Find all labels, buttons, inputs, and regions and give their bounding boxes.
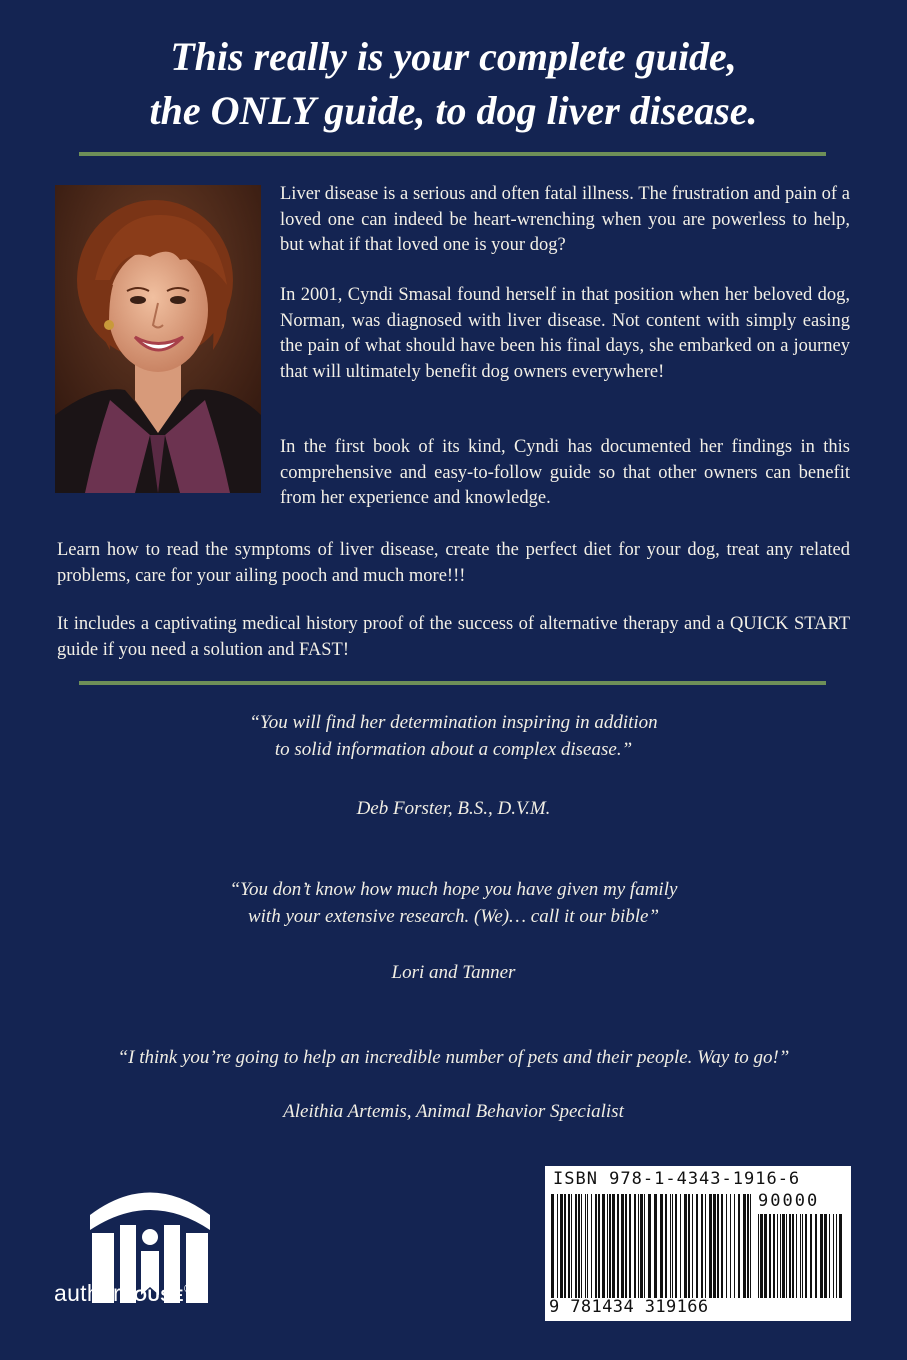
barcode-bar: [612, 1194, 615, 1298]
isbn-barcode: [545, 1166, 851, 1321]
testimonial-3-quote: [0, 1044, 907, 1071]
barcode-bar: [629, 1194, 631, 1298]
barcode-bar: [607, 1194, 608, 1298]
barcode-bar: [734, 1194, 735, 1298]
barcode-bar: [654, 1194, 657, 1298]
barcode-bar: [692, 1194, 693, 1298]
barcode-bar: [688, 1194, 690, 1298]
barcode-bar: [665, 1194, 667, 1298]
divider-middle: [79, 681, 826, 685]
barcode-bar: [595, 1194, 597, 1298]
registered-mark: ®: [183, 1281, 194, 1296]
barcode-bar: [730, 1194, 731, 1298]
barcode-bar: [786, 1214, 787, 1298]
barcode-bar: [640, 1194, 643, 1298]
testimonial-1-quote: [0, 709, 907, 763]
barcode-bar: [560, 1194, 563, 1298]
barcode-bar: [568, 1194, 570, 1298]
testimonial-1-line-1: “You will find her determination inspiring in addition: [249, 712, 658, 733]
barcode-bar: [670, 1194, 671, 1298]
barcode-bar: [738, 1194, 740, 1298]
headline: [0, 30, 907, 138]
barcode-bar: [810, 1214, 812, 1298]
barcode-bar: [764, 1214, 767, 1298]
paragraph-2: [280, 283, 850, 385]
testimonial-2-quote: [0, 876, 907, 930]
barcode-bar: [705, 1194, 706, 1298]
paragraph-5-text: It includes a captivating medical history proof of the success of alternative therapy and a QUICK START guide if you need a solution and FAST!: [57, 614, 850, 660]
testimonial-2-line-2: with your extensive research. (We)… call it our bible”: [247, 906, 660, 927]
testimonial-3-line-1: “I think you’re going to help an incredible number of pets and their people. Way to go!”: [117, 1047, 790, 1068]
barcode-bar: [758, 1214, 759, 1298]
author-portrait-illustration: [55, 185, 261, 493]
barcode-digits: 9 781434 319166: [549, 1297, 709, 1317]
barcode-bar: [777, 1214, 778, 1298]
barcode-bar: [672, 1194, 673, 1298]
barcode-bar: [750, 1194, 751, 1298]
isbn-label: ISBN 978-1-4343-1916-6: [553, 1169, 801, 1189]
barcode-bar: [625, 1194, 627, 1298]
divider-top: [79, 152, 826, 156]
barcode-bar: [747, 1194, 749, 1298]
barcode-bar: [839, 1214, 842, 1298]
headline-line-2: the ONLY guide, to dog liver disease.: [149, 88, 758, 133]
barcode-bar: [721, 1194, 723, 1298]
barcode-bar: [609, 1194, 611, 1298]
barcode-addon-icon: [758, 1214, 846, 1298]
publisher-name: [54, 1280, 193, 1307]
paragraph-1: [280, 182, 850, 259]
barcode-bar: [773, 1214, 775, 1298]
barcode-bar: [644, 1194, 645, 1298]
barcode-bar: [575, 1194, 577, 1298]
publisher-name-part-2: HOUSE: [121, 1286, 184, 1305]
barcode-bar: [571, 1194, 572, 1298]
barcode-bar: [717, 1194, 719, 1298]
testimonial-2-line-1: “You don’t know how much hope you have given my family: [229, 879, 678, 900]
testimonial-2-author: Lori and Tanner: [391, 962, 516, 983]
headline-line-1: This really is your complete guide,: [170, 34, 737, 79]
barcode-icon: [551, 1194, 751, 1298]
paragraph-3-text: In the first book of its kind, Cyndi has documented her findings in this comprehensive and easy-to-follow guide so that other owners can benefit from her experience and knowledge.: [280, 437, 850, 508]
author-portrait: [55, 185, 261, 493]
barcode-bar: [557, 1194, 558, 1298]
barcode-bar: [675, 1194, 677, 1298]
barcode-bar: [769, 1214, 771, 1298]
barcode-bar: [802, 1214, 803, 1298]
barcode-bar: [829, 1214, 830, 1298]
barcode-bar: [789, 1214, 791, 1298]
barcode-bar: [824, 1214, 827, 1298]
barcode-bar: [598, 1194, 600, 1298]
barcode-bar: [782, 1214, 785, 1298]
barcode-bar: [696, 1194, 698, 1298]
barcode-bar: [602, 1194, 605, 1298]
barcode-bar: [564, 1194, 566, 1298]
barcode-bar: [726, 1194, 727, 1298]
barcode-bar: [634, 1194, 636, 1298]
barcode-bar: [780, 1214, 781, 1298]
barcode-bar: [621, 1194, 624, 1298]
paragraph-2-text: In 2001, Cyndi Smasal found herself in that position when her beloved dog, Norman, was diagnosed with liver disease. Not content with simply easing the pain of what should have been his final days, she embarked on a journey that will ultimately benefit dog owners everywhere!: [280, 285, 850, 382]
barcode-bar: [585, 1194, 586, 1298]
barcode-bar: [743, 1194, 746, 1298]
price-code: 90000: [758, 1191, 820, 1211]
testimonial-1-line-2: to solid information about a complex disease.”: [274, 739, 633, 760]
testimonial-3-author: Aleithia Artemis, Animal Behavior Specialist: [283, 1101, 624, 1122]
barcode-bar: [684, 1194, 687, 1298]
barcode-bar: [792, 1214, 794, 1298]
testimonial-1-author: Deb Forster, B.S., D.V.M.: [356, 798, 551, 819]
publisher-name-part-1: author: [54, 1280, 122, 1306]
paragraph-3: [280, 435, 850, 512]
paragraph-1-text: Liver disease is a serious and often fatal illness. The frustration and pain of a loved one can indeed be heart-wrenching when you are powerless to help, but what if that loved one is your dog?: [280, 184, 850, 255]
barcode-bar: [591, 1194, 592, 1298]
paragraph-5: [57, 612, 850, 663]
barcode-bar: [709, 1194, 712, 1298]
barcode-bar: [551, 1194, 554, 1298]
barcode-bar: [800, 1214, 801, 1298]
barcode-bar: [638, 1194, 639, 1298]
barcode-bar: [805, 1214, 807, 1298]
barcode-bar: [581, 1194, 582, 1298]
paragraph-4: [57, 538, 850, 589]
barcode-bar: [701, 1194, 703, 1298]
paragraph-4-text: Learn how to read the symptoms of liver disease, create the perfect diet for your dog, treat any related problems, care for your ailing pooch and much more!!!: [57, 540, 850, 586]
barcode-bar: [833, 1214, 834, 1298]
barcode-bar: [820, 1214, 823, 1298]
barcode-bar: [578, 1194, 580, 1298]
barcode-bar: [648, 1194, 651, 1298]
barcode-bar: [796, 1214, 797, 1298]
barcode-bar: [660, 1194, 663, 1298]
barcode-bar: [617, 1194, 619, 1298]
barcode-bar: [713, 1194, 716, 1298]
barcode-bar: [680, 1194, 681, 1298]
barcode-bar: [760, 1214, 763, 1298]
barcode-bar: [587, 1194, 588, 1298]
barcode-bar: [815, 1214, 817, 1298]
barcode-bar: [836, 1214, 837, 1298]
